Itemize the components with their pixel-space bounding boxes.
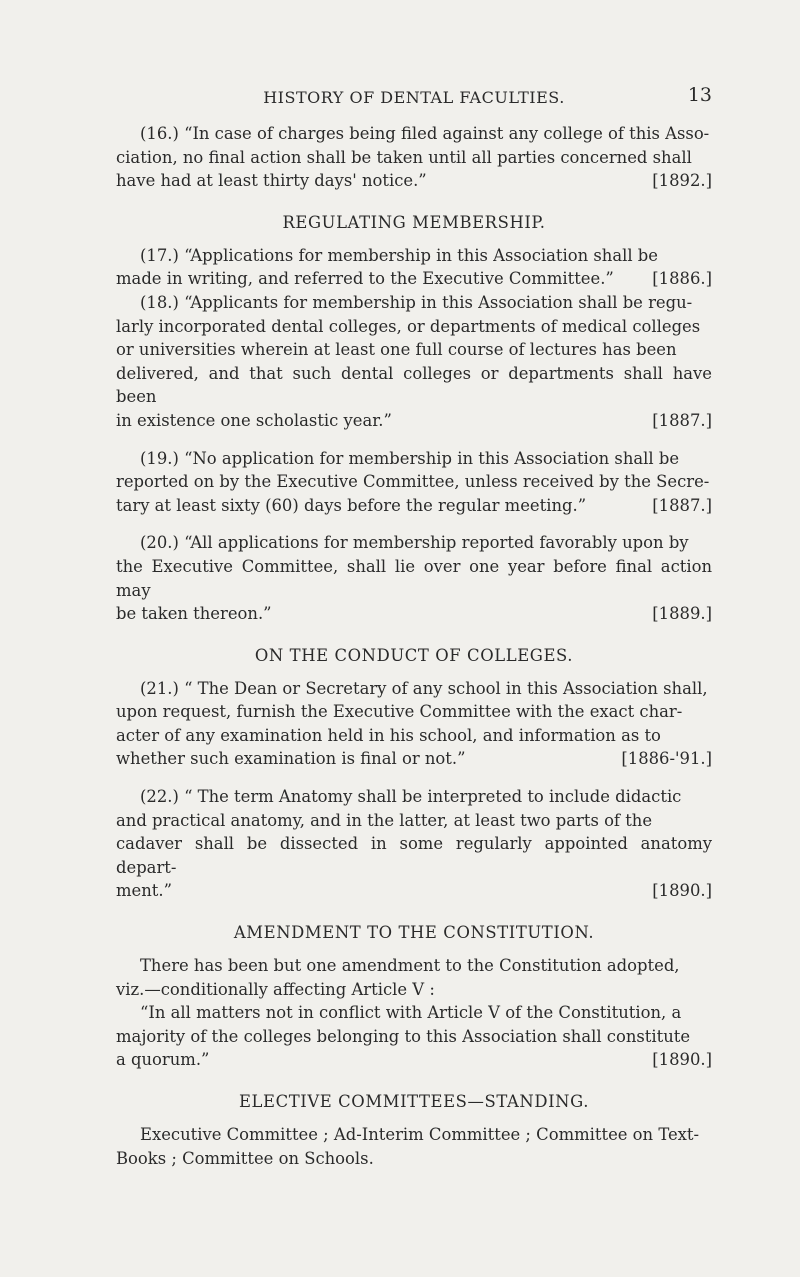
rule-17-line: (17.) “Applications for membership in this Association shall be [140, 245, 658, 265]
rule-19-last-line [116, 494, 712, 518]
amendment-quote [116, 1001, 712, 1072]
rule-18 [116, 291, 712, 433]
committees-list [116, 1123, 712, 1170]
amendment-intro [116, 954, 712, 1001]
rule-16 [116, 122, 712, 193]
rule-20-line: the Executive Committee, shall lie over one year before final action may [116, 556, 712, 600]
rule-19 [116, 447, 712, 518]
section-heading-amendment: AMENDMENT TO THE CONSTITUTION. [233, 923, 595, 943]
rule-18-line: delivered, and that such dental colleges or departments shall have been [116, 363, 712, 407]
rule-18-line: (18.) “Applicants for membership in this Association shall be regu- [140, 292, 693, 312]
amendment-year: [1890.] [652, 1050, 712, 1070]
page-number: 13 [687, 84, 712, 106]
rule-16-last-line [116, 169, 712, 193]
rule-21-last-text: whether such examination is final or not.” [116, 749, 466, 769]
rule-17-last-text: made in writing, and referred to the Executive Committee.” [116, 269, 614, 289]
rule-22 [116, 785, 712, 903]
amendment-quote-last-line [116, 1048, 712, 1072]
rule-20 [116, 531, 712, 625]
rule-19-last-text: tary at least sixty (60) days before the regular meeting.” [116, 495, 587, 515]
rule-21-line: upon request, furnish the Executive Committee with the exact char- [116, 702, 683, 722]
rule-22-last-text: ment.” [116, 881, 172, 901]
rule-19-year: [1887.] [652, 495, 712, 515]
rule-17 [116, 244, 712, 291]
amendment-quote-line: “In all matters not in conflict with Article V of the Constitution, a [140, 1003, 682, 1023]
rule-16-year: [1892.] [652, 171, 712, 191]
rule-19-line: (19.) “No application for membership in this Association shall be [140, 448, 680, 468]
rule-21-line: acter of any examination held in his school, and information as to [116, 725, 661, 745]
rule-22-line: cadaver shall be dissected in some regularly appointed anatomy depart- [116, 834, 712, 877]
rule-20-last-text: be taken thereon.” [116, 604, 272, 624]
rule-21-year: [1886-'91.] [621, 749, 712, 769]
rule-22-line: and practical anatomy, and in the latter, at least two parts of the [116, 810, 653, 830]
rule-16-last-text: have had at least thirty days' notice.” [116, 171, 427, 191]
committees-line: Books ; Committee on Schools. [116, 1148, 374, 1168]
rule-18-line: larly incorporated dental colleges, or departments of medical colleges [116, 316, 701, 336]
rule-17-last-line [116, 267, 712, 291]
section-heading-conduct: ON THE CONDUCT OF COLLEGES. [254, 645, 574, 665]
page [116, 80, 712, 1170]
rule-21-last-line [116, 747, 712, 771]
rule-20-last-line [116, 602, 712, 626]
rule-21-line: (21.) “ The Dean or Secretary of any school in this Association shall, [140, 678, 708, 698]
rule-18-year: [1887.] [652, 410, 712, 430]
rule-17-year: [1886.] [652, 269, 712, 289]
rule-16-line: (16.) “In case of charges being filed against any college of this Asso- [140, 124, 710, 143]
committees-line: Executive Committee ; Ad-Interim Committee ; Committee on Text- [140, 1125, 700, 1144]
rule-19-line: reported on by the Executive Committee, unless received by the Secre- [116, 472, 710, 492]
amendment-intro-line: viz.—conditionally affecting Article V : [116, 979, 435, 999]
rule-21 [116, 677, 712, 771]
rule-20-line: (20.) “All applications for membership reported favorably upon by [140, 533, 689, 553]
amendment-quote-line: majority of the colleges belonging to this Association shall constitute [116, 1026, 691, 1046]
amendment-intro-line: There has been but one amendment to the Constitution adopted, [140, 956, 680, 976]
running-head [116, 80, 712, 116]
rule-18-line: or universities wherein at least one full course of lectures has been [116, 340, 677, 360]
amendment-quote-last-text: a quorum.” [116, 1050, 210, 1070]
rule-22-year: [1890.] [652, 881, 712, 901]
rule-22-last-line [116, 879, 712, 903]
rule-16-line: ciation, no final action shall be taken until all parties concerned shall [116, 147, 692, 167]
rule-22-line: (22.) “ The term Anatomy shall be interpreted to include didactic [140, 787, 682, 807]
rule-18-last-line [116, 409, 712, 433]
rule-18-last-text: in existence one scholastic year.” [116, 410, 392, 430]
section-heading-committees: ELECTIVE COMMITTEES—STANDING. [238, 1092, 590, 1111]
running-title: HISTORY OF DENTAL FACULTIES. [263, 88, 565, 107]
rule-20-year: [1889.] [652, 604, 712, 624]
section-heading-membership: REGULATING MEMBERSHIP. [282, 212, 546, 232]
